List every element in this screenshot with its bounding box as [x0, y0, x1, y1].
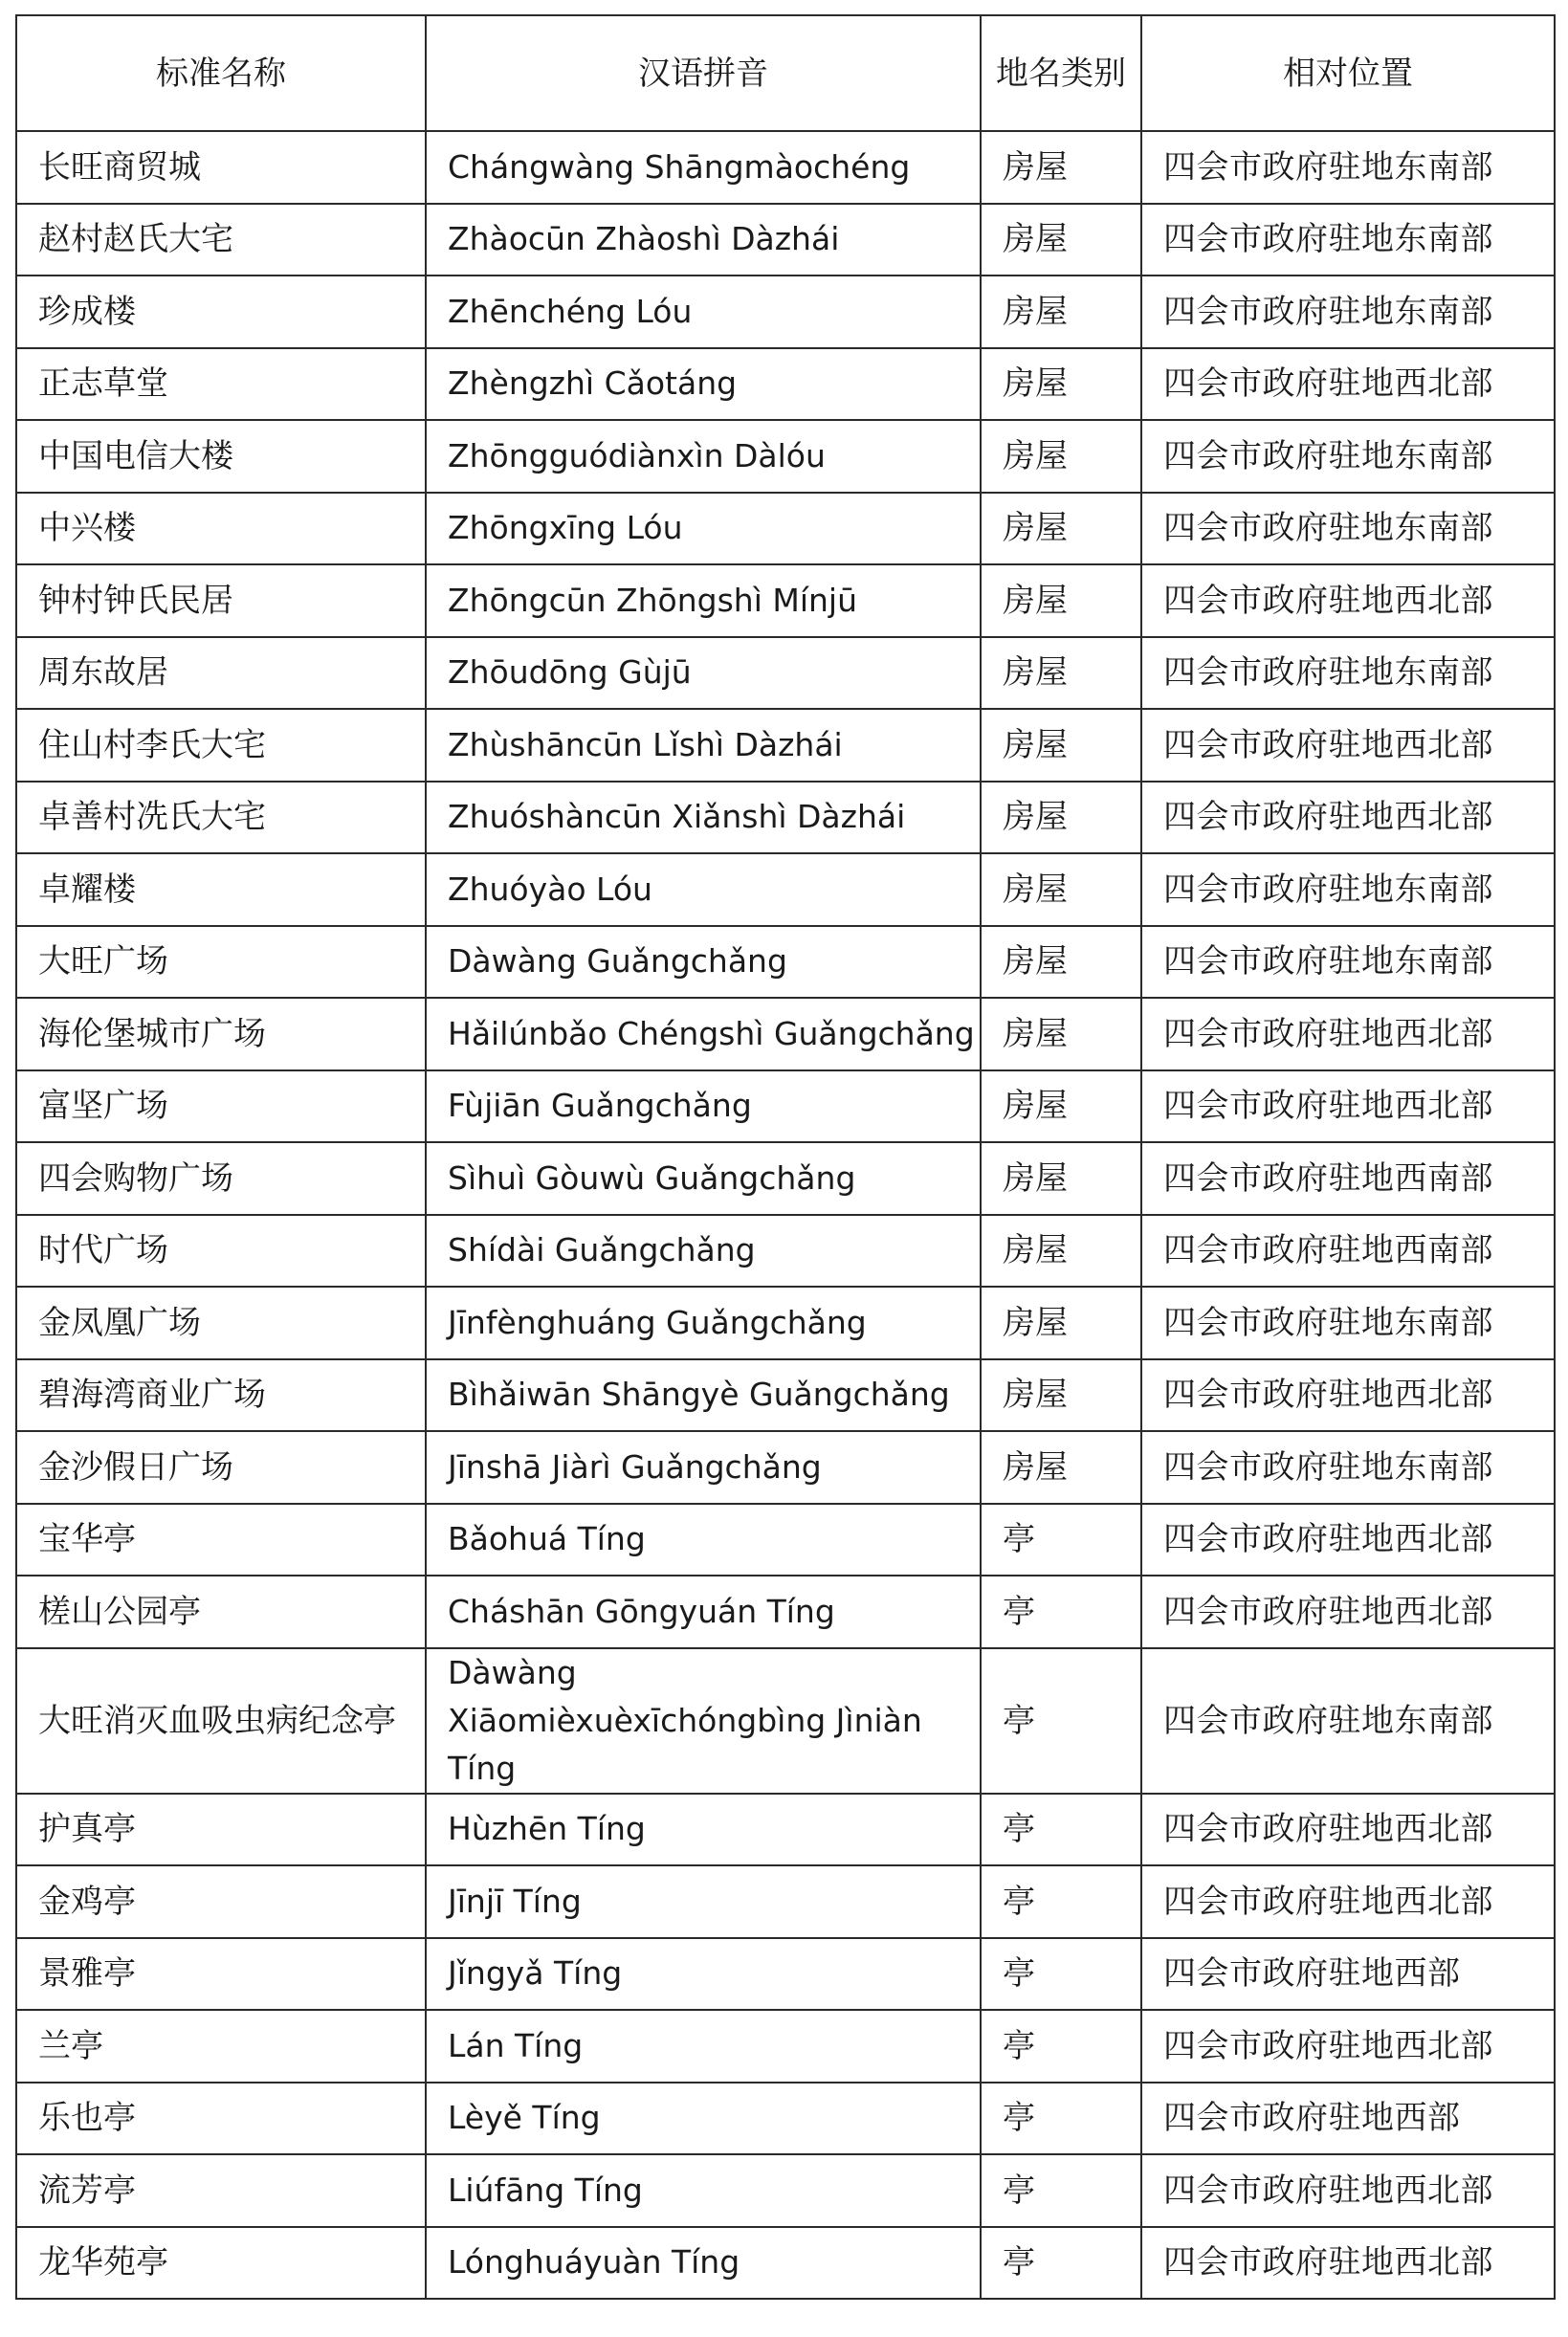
cell-relative-position: 四会市政府驻地西北部 [1141, 1070, 1555, 1143]
cell-standard-name: 碧海湾商业广场 [16, 1359, 426, 1432]
table-row [16, 1865, 1555, 1938]
cell-place-type: 房屋 [981, 998, 1141, 1070]
cell-standard-name: 流芳亭 [16, 2154, 426, 2227]
cell-place-type: 房屋 [981, 782, 1141, 854]
table-row [16, 1070, 1555, 1143]
table-row [16, 1142, 1555, 1215]
cell-standard-name: 长旺商贸城 [16, 131, 426, 204]
cell-pinyin: Zhuóshàncūn Xiǎnshì Dàzhái [426, 782, 981, 854]
cell-relative-position: 四会市政府驻地西北部 [1141, 564, 1555, 637]
cell-place-type: 亭 [981, 2227, 1141, 2300]
table-row [16, 131, 1555, 204]
cell-relative-position: 四会市政府驻地西北部 [1141, 2154, 1555, 2227]
cell-relative-position: 四会市政府驻地东南部 [1141, 276, 1555, 348]
header-pinyin: 汉语拼音 [426, 15, 981, 131]
cell-place-type: 房屋 [981, 1215, 1141, 1288]
cell-relative-position: 四会市政府驻地东南部 [1141, 204, 1555, 276]
cell-relative-position: 四会市政府驻地西部 [1141, 2083, 1555, 2155]
cell-standard-name: 金沙假日广场 [16, 1431, 426, 1504]
table-header [16, 15, 1555, 131]
table-row [16, 1576, 1555, 1648]
cell-pinyin: Jǐngyǎ Tíng [426, 1938, 981, 2011]
cell-place-type: 房屋 [981, 1287, 1141, 1359]
place-name-table [15, 14, 1556, 2300]
table-row [16, 637, 1555, 710]
cell-pinyin: Lèyě Tíng [426, 2083, 981, 2155]
cell-pinyin: Liúfāng Tíng [426, 2154, 981, 2227]
cell-standard-name: 珍成楼 [16, 276, 426, 348]
cell-relative-position: 四会市政府驻地东南部 [1141, 926, 1555, 999]
table-row [16, 1938, 1555, 2011]
cell-relative-position: 四会市政府驻地西北部 [1141, 1359, 1555, 1432]
cell-pinyin: Chángwàng Shāngmàochéng [426, 131, 981, 204]
cell-pinyin: Cháshān Gōngyuán Tíng [426, 1576, 981, 1648]
cell-place-type: 房屋 [981, 709, 1141, 782]
table-row [16, 1648, 1555, 1794]
cell-pinyin: Fùjiān Guǎngchǎng [426, 1070, 981, 1143]
cell-place-type: 房屋 [981, 564, 1141, 637]
cell-place-type: 房屋 [981, 1359, 1141, 1432]
table-row [16, 204, 1555, 276]
table-row [16, 1504, 1555, 1576]
cell-pinyin: Jīnshā Jiàrì Guǎngchǎng [426, 1431, 981, 1504]
cell-place-type: 亭 [981, 1938, 1141, 2011]
cell-place-type: 房屋 [981, 637, 1141, 710]
cell-pinyin: Jīnjī Tíng [426, 1865, 981, 1938]
cell-pinyin: Zhōudōng Gùjū [426, 637, 981, 710]
cell-pinyin: Zhèngzhì Cǎotáng [426, 348, 981, 421]
cell-standard-name: 周东故居 [16, 637, 426, 710]
cell-standard-name: 景雅亭 [16, 1938, 426, 2011]
cell-pinyin: Bǎohuá Tíng [426, 1504, 981, 1576]
cell-place-type: 房屋 [981, 276, 1141, 348]
cell-standard-name: 金凤凰广场 [16, 1287, 426, 1359]
cell-relative-position: 四会市政府驻地西北部 [1141, 782, 1555, 854]
cell-standard-name: 大旺广场 [16, 926, 426, 999]
cell-pinyin: Shídài Guǎngchǎng [426, 1215, 981, 1288]
cell-standard-name: 龙华苑亭 [16, 2227, 426, 2300]
cell-place-type: 房屋 [981, 348, 1141, 421]
table-row [16, 853, 1555, 926]
cell-standard-name: 金鸡亭 [16, 1865, 426, 1938]
cell-pinyin: Sìhuì Gòuwù Guǎngchǎng [426, 1142, 981, 1215]
cell-standard-name: 大旺消灭血吸虫病纪念亭 [16, 1648, 426, 1794]
table-row [16, 1359, 1555, 1432]
cell-place-type: 房屋 [981, 1431, 1141, 1504]
header-place-type: 地名类别 [981, 15, 1141, 131]
cell-place-type: 亭 [981, 1648, 1141, 1794]
cell-standard-name: 护真亭 [16, 1794, 426, 1866]
cell-standard-name: 住山村李氏大宅 [16, 709, 426, 782]
cell-pinyin: Dàwàng Guǎngchǎng [426, 926, 981, 999]
cell-relative-position: 四会市政府驻地西北部 [1141, 1504, 1555, 1576]
cell-standard-name: 中国电信大楼 [16, 420, 426, 493]
cell-standard-name: 卓耀楼 [16, 853, 426, 926]
table-row [16, 709, 1555, 782]
header-row [16, 15, 1555, 131]
table-row [16, 1431, 1555, 1504]
cell-relative-position: 四会市政府驻地西南部 [1141, 1142, 1555, 1215]
table-row [16, 926, 1555, 999]
cell-relative-position: 四会市政府驻地东南部 [1141, 420, 1555, 493]
table-body [16, 131, 1555, 2299]
cell-relative-position: 四会市政府驻地东南部 [1141, 1648, 1555, 1794]
cell-standard-name: 时代广场 [16, 1215, 426, 1288]
cell-place-type: 亭 [981, 1865, 1141, 1938]
cell-place-type: 亭 [981, 1576, 1141, 1648]
table-row [16, 420, 1555, 493]
cell-pinyin: Lónghuáyuàn Tíng [426, 2227, 981, 2300]
cell-pinyin: Zhōngguódiànxìn Dàlóu [426, 420, 981, 493]
table-row [16, 1215, 1555, 1288]
cell-relative-position: 四会市政府驻地西北部 [1141, 709, 1555, 782]
cell-relative-position: 四会市政府驻地东南部 [1141, 1431, 1555, 1504]
cell-relative-position: 四会市政府驻地西北部 [1141, 998, 1555, 1070]
cell-place-type: 房屋 [981, 131, 1141, 204]
cell-place-type: 房屋 [981, 1142, 1141, 1215]
cell-standard-name: 宝华亭 [16, 1504, 426, 1576]
cell-pinyin: Zhōngxīng Lóu [426, 493, 981, 565]
cell-standard-name: 赵村赵氏大宅 [16, 204, 426, 276]
cell-relative-position: 四会市政府驻地东南部 [1141, 493, 1555, 565]
cell-relative-position: 四会市政府驻地东南部 [1141, 131, 1555, 204]
cell-standard-name: 海伦堡城市广场 [16, 998, 426, 1070]
cell-relative-position: 四会市政府驻地西北部 [1141, 348, 1555, 421]
cell-pinyin: Bìhǎiwān Shāngyè Guǎngchǎng [426, 1359, 981, 1432]
cell-pinyin: Hǎilúnbǎo Chéngshì Guǎngchǎng [426, 998, 981, 1070]
table-row [16, 1287, 1555, 1359]
cell-place-type: 亭 [981, 2083, 1141, 2155]
cell-relative-position: 四会市政府驻地东南部 [1141, 1287, 1555, 1359]
cell-standard-name: 四会购物广场 [16, 1142, 426, 1215]
cell-standard-name: 正志草堂 [16, 348, 426, 421]
cell-relative-position: 四会市政府驻地西北部 [1141, 2010, 1555, 2083]
cell-pinyin: Zhēnchéng Lóu [426, 276, 981, 348]
cell-standard-name: 槎山公园亭 [16, 1576, 426, 1648]
cell-relative-position: 四会市政府驻地东南部 [1141, 637, 1555, 710]
cell-place-type: 房屋 [981, 493, 1141, 565]
cell-place-type: 房屋 [981, 420, 1141, 493]
cell-relative-position: 四会市政府驻地西北部 [1141, 2227, 1555, 2300]
table-row [16, 2083, 1555, 2155]
table-row [16, 2010, 1555, 2083]
cell-relative-position: 四会市政府驻地西北部 [1141, 1865, 1555, 1938]
cell-pinyin: Lán Tíng [426, 2010, 981, 2083]
cell-place-type: 房屋 [981, 204, 1141, 276]
cell-pinyin: Zhuóyào Lóu [426, 853, 981, 926]
cell-place-type: 亭 [981, 2010, 1141, 2083]
header-standard-name: 标准名称 [16, 15, 426, 131]
header-relative-position: 相对位置 [1141, 15, 1555, 131]
cell-standard-name: 乐也亭 [16, 2083, 426, 2155]
cell-place-type: 亭 [981, 2154, 1141, 2227]
table-row [16, 564, 1555, 637]
table-row [16, 348, 1555, 421]
cell-pinyin: Hùzhēn Tíng [426, 1794, 981, 1866]
cell-pinyin: Jīnfènghuáng Guǎngchǎng [426, 1287, 981, 1359]
cell-standard-name: 富坚广场 [16, 1070, 426, 1143]
cell-pinyin: Zhàocūn Zhàoshì Dàzhái [426, 204, 981, 276]
cell-place-type: 亭 [981, 1504, 1141, 1576]
cell-standard-name: 卓善村冼氏大宅 [16, 782, 426, 854]
cell-standard-name: 中兴楼 [16, 493, 426, 565]
table-row [16, 493, 1555, 565]
table-row [16, 2154, 1555, 2227]
cell-place-type: 房屋 [981, 853, 1141, 926]
cell-place-type: 房屋 [981, 926, 1141, 999]
table-row [16, 1794, 1555, 1866]
cell-pinyin: Dàwàng Xiāomièxuèxīchóngbìng Jìniàn Tíng [426, 1648, 981, 1794]
cell-standard-name: 钟村钟氏民居 [16, 564, 426, 637]
cell-relative-position: 四会市政府驻地西北部 [1141, 1794, 1555, 1866]
cell-pinyin: Zhùshāncūn Lǐshì Dàzhái [426, 709, 981, 782]
cell-relative-position: 四会市政府驻地东南部 [1141, 853, 1555, 926]
cell-relative-position: 四会市政府驻地西部 [1141, 1938, 1555, 2011]
cell-standard-name: 兰亭 [16, 2010, 426, 2083]
cell-place-type: 房屋 [981, 1070, 1141, 1143]
table-row [16, 782, 1555, 854]
table-row [16, 2227, 1555, 2300]
cell-place-type: 亭 [981, 1794, 1141, 1866]
cell-relative-position: 四会市政府驻地西南部 [1141, 1215, 1555, 1288]
table-row [16, 276, 1555, 348]
cell-relative-position: 四会市政府驻地西北部 [1141, 1576, 1555, 1648]
cell-pinyin: Zhōngcūn Zhōngshì Mínjū [426, 564, 981, 637]
table-row [16, 998, 1555, 1070]
